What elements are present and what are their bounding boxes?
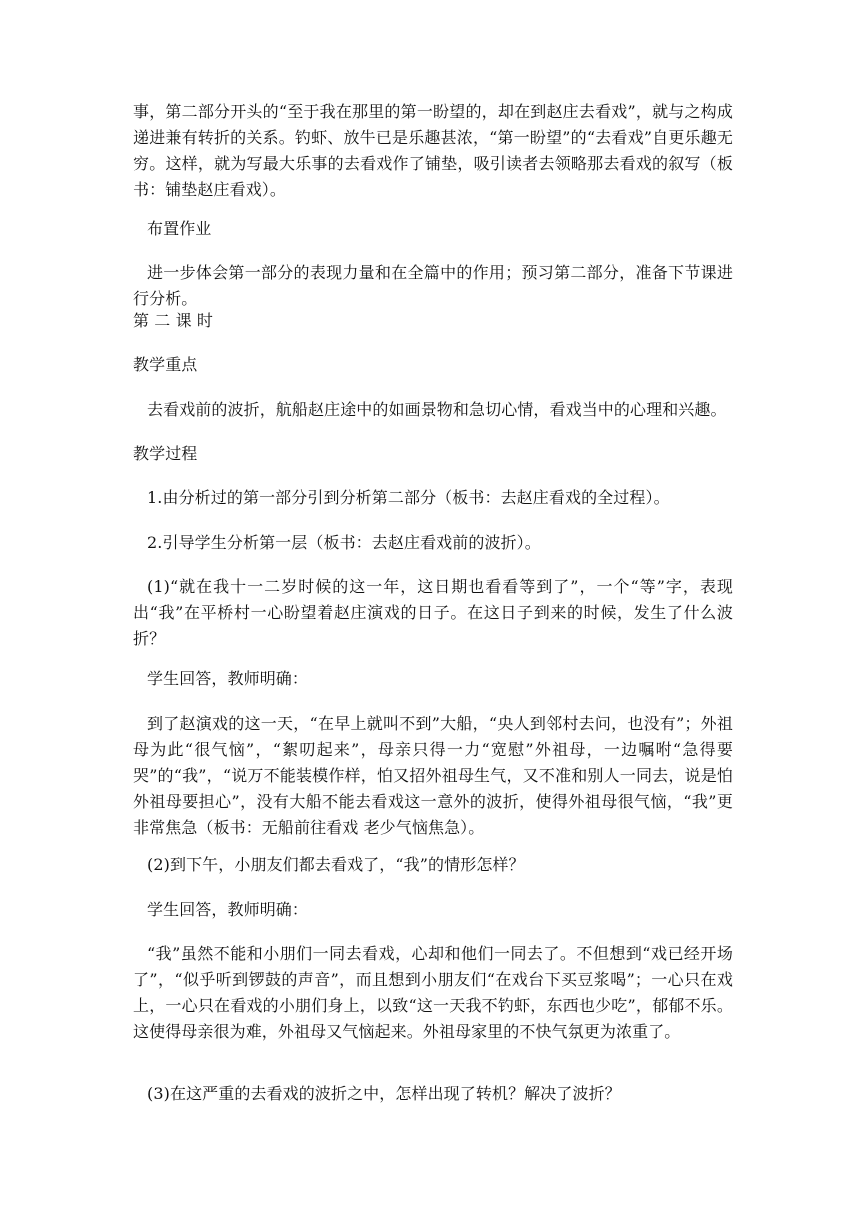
paragraph-answer-1: 到了赵演戏的这一天，“在早上就叫不到”大船，“央人到邻村去问，也没有”；外祖母为此“很气恼”，“絮叨起来”，母亲只得一力“宽慰”外祖母，一边嘱咐“急得要哭”的“我”，“说万不能装模作样，怕又招外祖母生气，又不准和别人一同去，说是怕外祖母要担心”，没有大船不能去看戏这一意外的波折，使得外祖母很气恼，“我”更非常焦急（板书：无船前往看戏 老少气恼焦急）。 [133,714,733,837]
heading-teaching-process: 教学过程 [133,444,198,463]
paragraph-teaching-focus: 去看戏前的波折，航船赵庄途中的如画景物和急切心情，看戏当中的心理和兴趣。 [147,400,727,419]
heading-teaching-focus: 教学重点 [133,355,198,374]
paragraph-step-1: 1.由分析过的第一部分引到分析第二部分（板书：去赵庄看戏的全过程）。 [147,488,670,507]
paragraph-answer-2: “我”虽然不能和小朋们一同去看戏，心却和他们一同去了。不但想到“戏已经开场了”，“似乎听到锣鼓的声音”，而且想到小朋友们“在戏台下买豆浆喝”；一心只在戏上，一心只在看戏的小朋们身上，以致“这一天我不钓虾，东西也少吃”，郁郁不乐。这使得母亲很为难，外祖母又气恼起来。外祖母家里的不快气氛更为浓重了。 [133,944,733,1041]
paragraph-continuation: 事，第二部分开头的“至于我在那里的第一盼望的，却在到赵庄去看戏”，就与之构成递进兼有转折的关系。钓虾、放牛已是乐趣甚浓，“第一盼望”的“去看戏”自更乐趣无穷。这样，就为写最大乐事的去看戏作了铺垫，吸引读者去领略那去看戏的叙写（板书：铺垫赵庄看戏）。 [133,102,733,199]
paragraph-question-1: (1)“就在我十一二岁时候的这一年，这日期也看看等到了”，一个“等”字，表现出“我”在平桥村一心盼望着赵庄演戏的日子。在这日子到来的时候，发生了什么波折？ [133,577,733,648]
paragraph-question-2: (2)到下午，小朋友们都去看戏了，“我”的情形怎样？ [147,855,525,874]
paragraph-step-2: 2.引导学生分析第一层（板书：去赵庄看戏前的波折）。 [147,533,541,552]
paragraph-question-3: (3)在这严重的去看戏的波折之中，怎样出现了转机？解决了波折？ [147,1084,621,1103]
paragraph-answer-label-2: 学生回答，教师明确： [147,900,309,919]
paragraph-answer-label-1: 学生回答，教师明确： [147,669,309,688]
heading-homework: 布置作业 [147,219,212,238]
heading-second-lesson: 第 二 课 时 [133,311,213,330]
paragraph-homework: 进一步体会第一部分的表现力量和在全篇中的作用；预习第二部分，准备下节课进行分析。 [133,263,733,308]
